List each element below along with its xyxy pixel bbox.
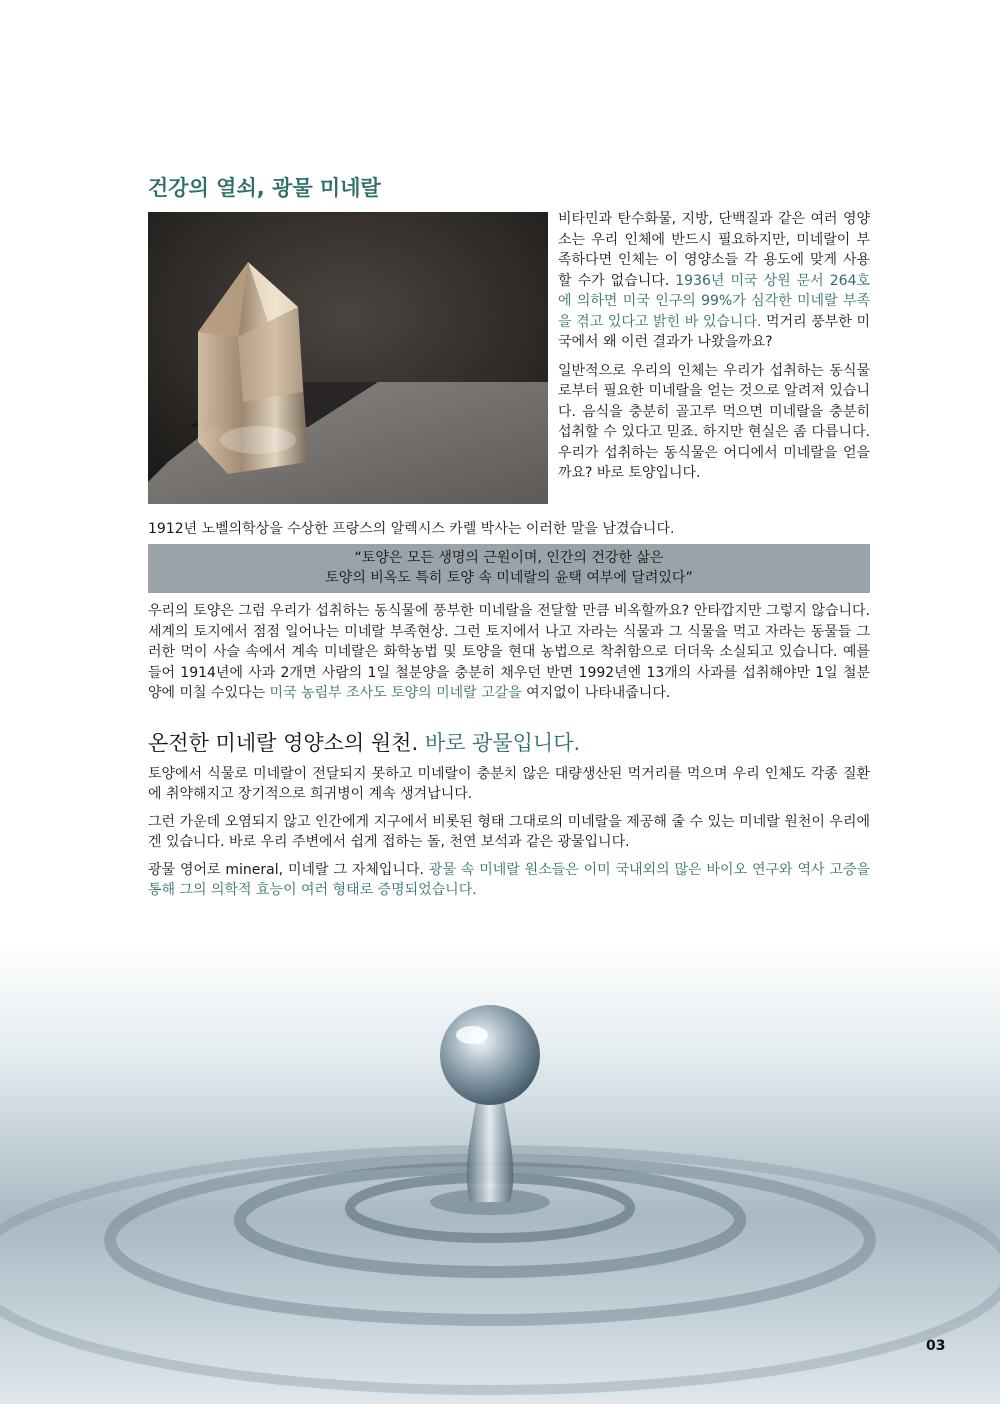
crystal-photo [148, 212, 548, 504]
water-drop-photo [0, 940, 1000, 1404]
quote-line: “토양은 모든 생명의 근원이며, 인간의 건강한 삶은 [354, 550, 664, 566]
soil-text-end: 여지없이 나타내줍니다. [521, 685, 671, 702]
intro-paragraph [558, 209, 870, 353]
source-text: 광물 영어로 mineral, 미네랄 그 자체입니다. [148, 862, 429, 878]
soil-text: 우리의 토양은 그럼 우리가 섭취하는 동식물에 풍부한 미네랄을 전달할 만큼 비옥할까요? 안타깝지만 그렇지 않습니다. 세계의 토지에서 점점 일어나는 미네랄 부족현상. 그런 토지에서 나고 자라는 식물과 그 식물을 먹고 자라는 동물들 그러한 먹이 사슬 속에서 계속 미네랄은 화학농법 및 토양을 현대 농법으로 착취함으로 더더욱 소실되고 있습니다. 예를 들어 1914년에 사과 2개면 사람의 1일 철분양을 충분히 채우던 반면 1992년엔 13개의 사과를 섭취해야만 1일 철분양에 미칠 수있다는 [148, 603, 870, 702]
heading-accent: 바로 광물입니다. [424, 731, 581, 755]
heading-main: 온전한 미네랄 영양소의 원천. [148, 731, 425, 755]
page-title: 건강의 열쇠, 광물 미네랄 [148, 176, 381, 200]
page-number: 03 [926, 1338, 946, 1354]
source-paragraph [148, 860, 870, 900]
intro-paragraph-2: 일반적으로 우리의 인체는 우리가 섭취하는 동식물로부터 필요한 미네랄을 얻는 것으로 알려져 있습니다. 음식을 충분히 골고루 먹으면 미네랄을 충분히 섭취할 수 있다고 믿죠. 하지만 현실은 좀 다릅니다. 우리가 섭취하는 동식물은 어디에서 미네랄을 얻을까요? 바로 토양입니다. [558, 362, 870, 481]
source-section [148, 764, 870, 908]
intro-text-end: 먹거리 풍부한 미국에서 왜 이런 결과가 나왔을까요? [558, 313, 870, 350]
source-paragraph: 그런 가운데 오염되지 않고 인간에게 지구에서 비롯된 형태 그대로의 미네랄을 제공해 줄 수 있는 미네랄 원천이 우리에겐 있습니다. 바로 우리 주변에서 쉽게 접하는 돌, 천연 보석과 같은 광물입니다. [148, 814, 870, 850]
quote-lead: 1912년 노벨의학상을 수상한 프랑스의 알렉시스 카렐 박사는 이러한 말을 남겼습니다. [148, 521, 675, 537]
quote-box [148, 544, 870, 593]
intro-highlight: 1936년 미국 상원 문서 264호에 의하면 미국 인구의 99%가 심각한 미네랄 부족을 겪고 있다고 밝힌 바 있습니다. [558, 272, 871, 330]
quote-line: 토양의 비옥도 특히 토양 속 미네랄의 윤택 여부에 달려있다” [325, 570, 693, 586]
section-heading [148, 727, 580, 757]
source-paragraph: 토양에서 식물로 미네랄이 전달되지 못하고 미네랄이 충분치 않은 대량생산된 먹거리를 먹으며 우리 인체도 각종 질환에 취약해지고 장기적으로 희귀병이 계속 생겨납니다. [148, 766, 870, 802]
intro-text: 비타민과 탄수화물, 지방, 단백질과 같은 여러 영양소는 우리 인체에 반드시 필요하지만, 미네랄이 부족하다면 인체는 이 영양소들 각 용도에 맞게 사용할 수가 없습니다. [558, 211, 870, 289]
soil-paragraph [148, 601, 870, 704]
source-highlight: 광물 속 미네랄 원소들은 이미 국내외의 많은 바이오 연구와 역사 고증을 통해 그의 의학적 효능이 여러 형태로 증명되었습니다. [148, 862, 870, 898]
soil-highlight: 미국 농림부 조사도 토양의 미네랄 고갈을 [269, 685, 522, 702]
intro-column [558, 209, 870, 492]
